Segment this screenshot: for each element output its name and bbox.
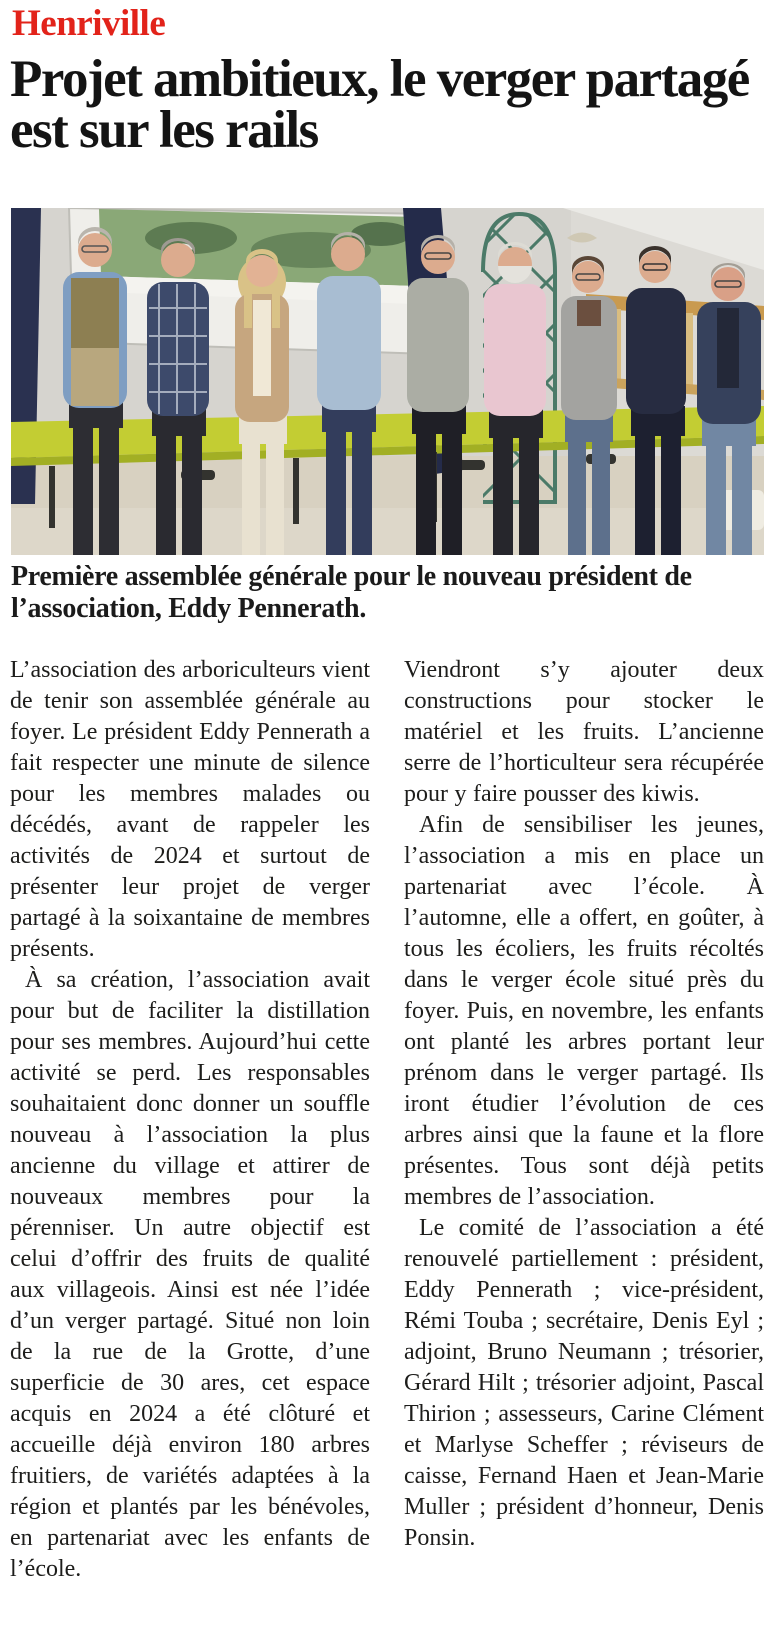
article-headline: Projet ambitieux, le verger partagé est sur les rails [10, 50, 749, 159]
section-kicker: Henriville [12, 3, 166, 44]
article-body [10, 655, 764, 1645]
body-paragraph: Afin de sensibiliser les jeunes, l’association a mis en place un partenariat avec l’école. À l’automne, elle a offert, en goûter, à tous les écoliers, les fruits récoltés dans le verger école situé près du foyer. Puis, en novembre, les enfants ont planté les arbres portant leur prénom dans le verger partagé. Ils iront étudier l’évolution de ces arbres ainsi que la faune et la flore présentes. Tous sont déjà petits membres de l’association. [404, 811, 764, 1210]
body-paragraph: À sa création, l’association avait pour but de faciliter la distillation pour ses membres. Aujourd’hui cette activité se perd. Les responsables souhaitaient donc donner un souffle nouveau à l’association la plus ancienne du village et attirer de nouveaux membres pour la pérenniser. Un autre objectif est celui d’offrir des fruits de qualité aux villageois. Ainsi est née l’idée d’un verger partagé. Situé non loin de la rue de la Grotte, d’une superficie de 30 ares, cet espace acquis en 2024 a été clôturé et accueille déjà environ 180 arbres fruitiers, de variétés adaptées à la région et plantés par les bénévoles, en partenariat avec les enfants de l’école. [10, 966, 370, 1582]
body-paragraph: Le comité de l’association a été renouvelé partiellement : président, Eddy Pennerath ; vice-président, Rémi Touba ; secrétaire, Denis Eyl ; adjoint, Bruno Neumann ; trésorier, Gérard Hilt ; trésorier adjoint, Pascal Thirion ; assesseurs, Carine Clément et Marlyse Scheffer ; réviseurs de caisse, Fernand Haen et Jean-Marie Muller ; président d’honneur, Denis Ponsin. [404, 1214, 764, 1551]
article-photo [11, 208, 764, 625]
photo-caption: Première assemblée générale pour le nouveau président de l’association, Eddy Pennerath. [11, 560, 692, 624]
body-paragraph: L’association des arboriculteurs vient de tenir son assemblée générale au foyer. Le président Eddy Pennerath a fait respecter une minute de silence pour les membres malades ou décédés, avant de rappeler les activités de 2024 et surtout de présenter leur projet de verger partagé à la soixantaine de membres présents. [10, 656, 370, 962]
article-page [0, 5, 774, 1645]
body-paragraph: Viendront s’y ajouter deux constructions pour stocker le matériel et les fruits. L’ancienne serre de l’horticulteur sera récupérée pour y faire pousser des kiwis. [404, 656, 764, 807]
assembly-photo-illustration [11, 208, 764, 555]
